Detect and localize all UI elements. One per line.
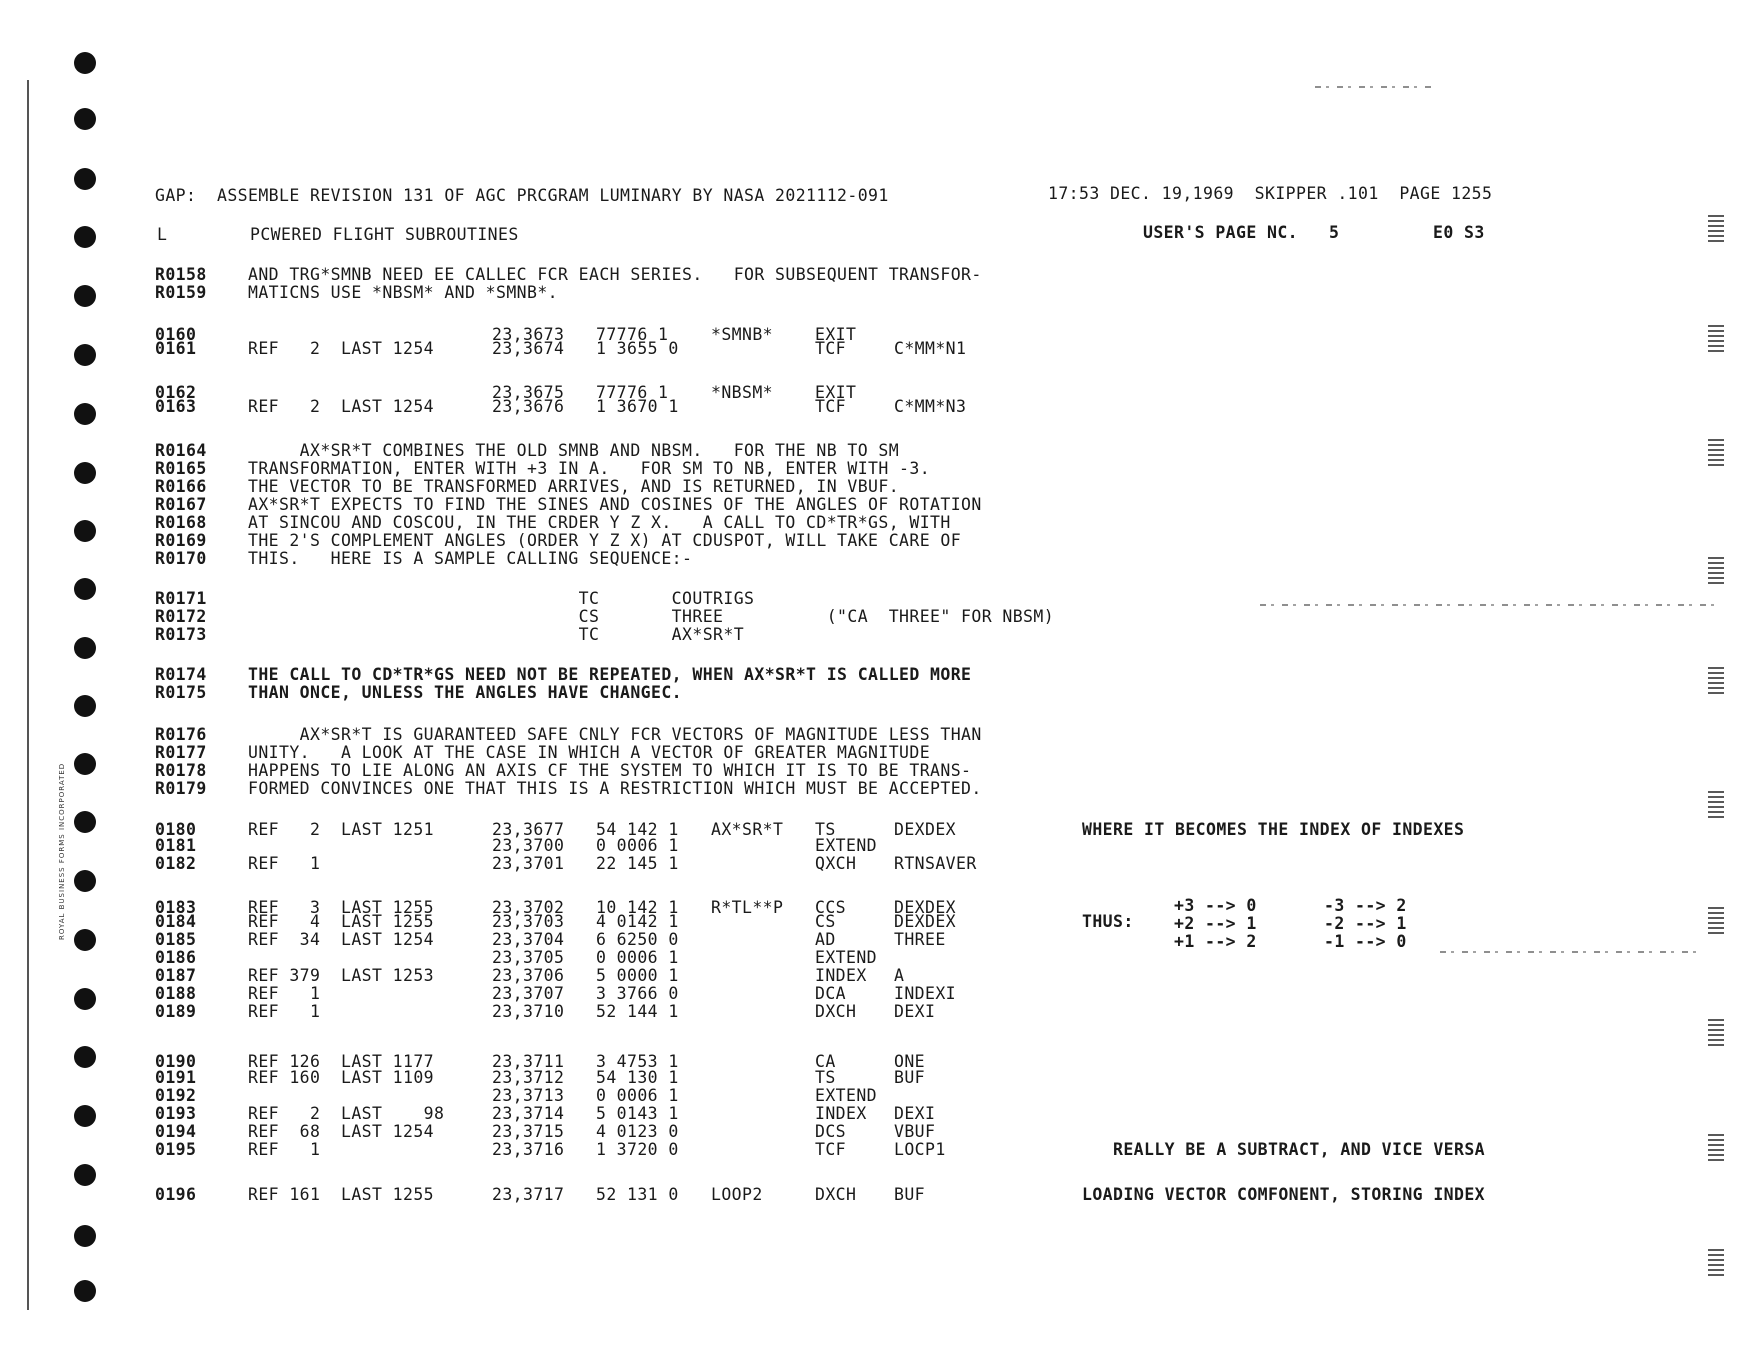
punch-hole bbox=[74, 811, 96, 833]
comment-text: THE CALL TO CD*TR*GS NEED NOT BE REPEATED, WHEN AX*SR*T IS CALLED MORE bbox=[248, 665, 972, 684]
edge-mark bbox=[1690, 548, 1724, 588]
punch-hole bbox=[74, 520, 96, 542]
opcode: DCS bbox=[815, 1122, 847, 1141]
address: 23,3674 bbox=[492, 339, 565, 358]
ref-column: REF 2 LAST 1254 bbox=[248, 339, 435, 358]
edge-mark bbox=[1690, 206, 1724, 246]
comment-text: AX*SR*T EXPECTS TO FIND THE SINES AND COSINES OF THE ANGLES OF ROTATION bbox=[248, 495, 982, 514]
comment-line-number: R0170 bbox=[155, 549, 207, 568]
octal-code: 1 3670 1 bbox=[596, 397, 679, 416]
address: 23,3700 bbox=[492, 836, 565, 855]
punch-hole bbox=[74, 108, 96, 130]
punch-hole bbox=[74, 1280, 96, 1302]
label: R*TL**P bbox=[711, 898, 784, 917]
comment-line-number: R0178 bbox=[155, 761, 207, 780]
comment-text: THAN ONCE, UNLESS THE ANGLES HAVE CHANGEC. bbox=[248, 683, 683, 702]
opcode: CA bbox=[815, 1052, 836, 1071]
octal-code: 22 145 1 bbox=[596, 854, 679, 873]
comment-text: TC AX*SR*T bbox=[248, 625, 745, 644]
operand: A bbox=[894, 966, 905, 985]
ref-column: REF 161 LAST 1255 bbox=[248, 1185, 435, 1204]
side-margin-print bbox=[58, 420, 78, 940]
line-number: 0190 bbox=[155, 1052, 197, 1071]
octal-code: 4 0142 1 bbox=[596, 912, 679, 931]
opcode: EXTEND bbox=[815, 948, 878, 967]
print-smudge bbox=[1440, 951, 1700, 953]
thus-mapping-negative: -3 --> 2 bbox=[1324, 896, 1407, 915]
address: 23,3713 bbox=[492, 1086, 565, 1105]
ref-column: REF 1 bbox=[248, 854, 321, 873]
octal-code: 52 144 1 bbox=[596, 1002, 679, 1021]
punch-hole bbox=[74, 578, 96, 600]
comment-line-number: R0167 bbox=[155, 495, 207, 514]
punch-hole bbox=[74, 753, 96, 775]
comment-line-number: R0176 bbox=[155, 725, 207, 744]
octal-code: 0 0006 1 bbox=[596, 948, 679, 967]
opcode: DCA bbox=[815, 984, 847, 1003]
operand: RTNSAVER bbox=[894, 854, 977, 873]
opcode: QXCH bbox=[815, 854, 857, 873]
thus-mapping-negative: -2 --> 1 bbox=[1324, 914, 1407, 933]
side-margin-text: ROYAL BUSINESS FORMS INCORPORATED bbox=[58, 762, 66, 940]
punch-hole bbox=[74, 1225, 96, 1247]
ref-column: REF 34 LAST 1254 bbox=[248, 930, 435, 949]
comment-text: AND TRG*SMNB NEED EE CALLEC FCR EACH SERIES. FOR SUBSEQUENT TRANSFOR- bbox=[248, 265, 982, 284]
line-comment: LOADING VECTOR COMFONENT, STORING INDEX bbox=[1082, 1185, 1486, 1204]
punch-hole bbox=[74, 1046, 96, 1068]
line-number: 0162 bbox=[155, 383, 197, 402]
opcode: EXTEND bbox=[815, 1086, 878, 1105]
line-number: 0183 bbox=[155, 898, 197, 917]
address: 23,3702 bbox=[492, 898, 565, 917]
octal-code: 5 0143 1 bbox=[596, 1104, 679, 1123]
comment-text: THE VECTOR TO BE TRANSFORMED ARRIVES, AND IS RETURNED, IN VBUF. bbox=[248, 477, 900, 496]
operand: BUF bbox=[894, 1068, 926, 1087]
address: 23,3705 bbox=[492, 948, 565, 967]
thus-mapping-negative: -1 --> 0 bbox=[1324, 932, 1407, 951]
opcode: TS bbox=[815, 820, 836, 839]
edge-mark bbox=[1690, 782, 1724, 822]
operand: C*MM*N3 bbox=[894, 397, 967, 416]
operand: INDEXI bbox=[894, 984, 957, 1003]
operand: DEXDEX bbox=[894, 912, 957, 931]
opcode: INDEX bbox=[815, 1104, 867, 1123]
header-page-code: E0 S3 bbox=[1433, 223, 1485, 242]
comment-line-number: R0168 bbox=[155, 513, 207, 532]
line-number: 0182 bbox=[155, 854, 197, 873]
line-number: 0194 bbox=[155, 1122, 197, 1141]
ref-column: REF 1 bbox=[248, 1002, 321, 1021]
ref-column: REF 2 LAST 98 bbox=[248, 1104, 445, 1123]
opcode: TCF bbox=[815, 397, 847, 416]
address: 23,3707 bbox=[492, 984, 565, 1003]
line-number: 0196 bbox=[155, 1185, 197, 1204]
punch-hole bbox=[74, 462, 96, 484]
punch-hole bbox=[74, 226, 96, 248]
punch-hole bbox=[74, 1105, 96, 1127]
comment-line-number: R0169 bbox=[155, 531, 207, 550]
octal-code: 1 3720 0 bbox=[596, 1140, 679, 1159]
opcode: CCS bbox=[815, 898, 847, 917]
octal-code: 10 142 1 bbox=[596, 898, 679, 917]
comment-text: HAPPENS TO LIE ALONG AN AXIS CF THE SYSTEM TO WHICH IT IS TO BE TRANS- bbox=[248, 761, 972, 780]
comment-text: THIS. HERE IS A SAMPLE CALLING SEQUENCE:- bbox=[248, 549, 693, 568]
octal-code: 0 0006 1 bbox=[596, 836, 679, 855]
print-smudge bbox=[1260, 604, 1720, 606]
label: *NBSM* bbox=[711, 383, 774, 402]
line-comment: THUS: bbox=[1082, 912, 1134, 931]
ref-column: REF 1 bbox=[248, 1140, 321, 1159]
edge-mark bbox=[1690, 1010, 1724, 1050]
octal-code: 77776 1 bbox=[596, 325, 669, 344]
line-number: 0184 bbox=[155, 912, 197, 931]
octal-code: 3 3766 0 bbox=[596, 984, 679, 1003]
octal-code: 54 130 1 bbox=[596, 1068, 679, 1087]
comment-text: FORMED CONVINCES ONE THAT THIS IS A RESTRICTION WHICH MUST BE ACCEPTED. bbox=[248, 779, 982, 798]
label: *SMNB* bbox=[711, 325, 774, 344]
line-number: 0185 bbox=[155, 930, 197, 949]
edge-mark bbox=[1690, 898, 1724, 938]
line-number: 0186 bbox=[155, 948, 197, 967]
operand: LOCP1 bbox=[894, 1140, 946, 1159]
edge-mark bbox=[1690, 1240, 1724, 1280]
comment-line-number: R0171 bbox=[155, 589, 207, 608]
comment-line-number: R0164 bbox=[155, 441, 207, 460]
label: LOOP2 bbox=[711, 1185, 763, 1204]
thus-mapping-positive: +3 --> 0 bbox=[1174, 896, 1257, 915]
comment-text: CS THREE ("CA THREE" FOR NBSM) bbox=[248, 607, 1055, 626]
line-number: 0187 bbox=[155, 966, 197, 985]
label: AX*SR*T bbox=[711, 820, 784, 839]
opcode: EXTEND bbox=[815, 836, 878, 855]
punch-hole bbox=[74, 344, 96, 366]
ref-column: REF 160 LAST 1109 bbox=[248, 1068, 435, 1087]
octal-code: 5 0000 1 bbox=[596, 966, 679, 985]
comment-text: MATICNS USE *NBSM* AND *SMNB*. bbox=[248, 283, 559, 302]
punch-hole bbox=[74, 52, 96, 74]
line-comment: REALLY BE A SUBTRACT, AND VICE VERSA bbox=[1082, 1140, 1486, 1159]
opcode: AD bbox=[815, 930, 836, 949]
punch-hole bbox=[74, 695, 96, 717]
ref-column: REF 379 LAST 1253 bbox=[248, 966, 435, 985]
address: 23,3676 bbox=[492, 397, 565, 416]
ref-column: REF 1 bbox=[248, 984, 321, 1003]
octal-code: 54 142 1 bbox=[596, 820, 679, 839]
comment-line-number: R0172 bbox=[155, 607, 207, 626]
opcode: DXCH bbox=[815, 1002, 857, 1021]
comment-text: TRANSFORMATION, ENTER WITH +3 IN A. FOR SM TO NB, ENTER WITH -3. bbox=[248, 459, 931, 478]
address: 23,3717 bbox=[492, 1185, 565, 1204]
operand: DEXI bbox=[894, 1104, 936, 1123]
edge-mark bbox=[1690, 430, 1724, 470]
line-number: 0192 bbox=[155, 1086, 197, 1105]
comment-line-number: R0175 bbox=[155, 683, 207, 702]
opcode: TCF bbox=[815, 339, 847, 358]
line-number: 0195 bbox=[155, 1140, 197, 1159]
punch-hole bbox=[74, 403, 96, 425]
opcode: EXIT bbox=[815, 383, 857, 402]
ref-column: REF 2 LAST 1254 bbox=[248, 397, 435, 416]
ref-column: REF 2 LAST 1251 bbox=[248, 820, 435, 839]
comment-text: THE 2'S COMPLEMENT ANGLES (ORDER Y Z X) AT CDUSPOT, WILL TAKE CARE OF bbox=[248, 531, 962, 550]
opcode: CS bbox=[815, 912, 836, 931]
line-number: 0181 bbox=[155, 836, 197, 855]
address: 23,3714 bbox=[492, 1104, 565, 1123]
ref-column: REF 3 LAST 1255 bbox=[248, 898, 435, 917]
line-number: 0193 bbox=[155, 1104, 197, 1123]
header-log-letter: L bbox=[157, 225, 168, 244]
operand: DEXDEX bbox=[894, 898, 957, 917]
edge-mark bbox=[1690, 316, 1724, 356]
ref-column: REF 4 LAST 1255 bbox=[248, 912, 435, 931]
opcode: TS bbox=[815, 1068, 836, 1087]
line-number: 0188 bbox=[155, 984, 197, 1003]
punch-hole bbox=[74, 637, 96, 659]
comment-text: UNITY. A LOOK AT THE CASE IN WHICH A VECTOR OF GREATER MAGNITUDE bbox=[248, 743, 931, 762]
line-number: 0189 bbox=[155, 1002, 197, 1021]
header-timestamp-page: 17:53 DEC. 19,1969 SKIPPER .101 PAGE 1255 bbox=[1048, 184, 1493, 203]
opcode: INDEX bbox=[815, 966, 867, 985]
address: 23,3701 bbox=[492, 854, 565, 873]
ref-column: REF 126 LAST 1177 bbox=[248, 1052, 435, 1071]
comment-line-number: R0165 bbox=[155, 459, 207, 478]
address: 23,3716 bbox=[492, 1140, 565, 1159]
punch-hole bbox=[74, 285, 96, 307]
line-number: 0163 bbox=[155, 397, 197, 416]
thus-mapping-positive: +1 --> 2 bbox=[1174, 932, 1257, 951]
address: 23,3712 bbox=[492, 1068, 565, 1087]
comment-line-number: R0174 bbox=[155, 665, 207, 684]
octal-code: 3 4753 1 bbox=[596, 1052, 679, 1071]
comment-text: AT SINCOU AND COSCOU, IN THE CRDER Y Z X. A CALL TO CD*TR*GS, WITH bbox=[248, 513, 951, 532]
line-number: 0180 bbox=[155, 820, 197, 839]
address: 23,3673 bbox=[492, 325, 565, 344]
punch-hole bbox=[74, 168, 96, 190]
punch-hole bbox=[74, 929, 96, 951]
address: 23,3677 bbox=[492, 820, 565, 839]
comment-line-number: R0177 bbox=[155, 743, 207, 762]
address: 23,3710 bbox=[492, 1002, 565, 1021]
operand: C*MM*N1 bbox=[894, 339, 967, 358]
octal-code: 52 131 0 bbox=[596, 1185, 679, 1204]
punch-hole bbox=[74, 1164, 96, 1186]
comment-text: AX*SR*T COMBINES THE OLD SMNB AND NBSM. FOR THE NB TO SM bbox=[248, 441, 900, 460]
ref-column: REF 68 LAST 1254 bbox=[248, 1122, 435, 1141]
opcode: EXIT bbox=[815, 325, 857, 344]
octal-code: 6 6250 0 bbox=[596, 930, 679, 949]
header-assembly-line: GAP: ASSEMBLE REVISION 131 OF AGC PRCGRAM LUMINARY BY NASA 2021112-091 bbox=[155, 186, 889, 205]
octal-code: 1 3655 0 bbox=[596, 339, 679, 358]
header-section-title: PCWERED FLIGHT SUBROUTINES bbox=[250, 225, 519, 244]
edge-mark bbox=[1690, 1125, 1724, 1165]
address: 23,3704 bbox=[492, 930, 565, 949]
comment-text: AX*SR*T IS GUARANTEED SAFE CNLY FCR VECTORS OF MAGNITUDE LESS THAN bbox=[248, 725, 982, 744]
operand: ONE bbox=[894, 1052, 926, 1071]
operand: VBUF bbox=[894, 1122, 936, 1141]
operand: DEXI bbox=[894, 1002, 936, 1021]
comment-text: TC COUTRIGS bbox=[248, 589, 755, 608]
operand: BUF bbox=[894, 1185, 926, 1204]
address: 23,3706 bbox=[492, 966, 565, 985]
address: 23,3711 bbox=[492, 1052, 565, 1071]
line-comment: WHERE IT BECOMES THE INDEX OF INDEXES bbox=[1082, 820, 1465, 839]
address: 23,3703 bbox=[492, 912, 565, 931]
comment-line-number: R0159 bbox=[155, 283, 207, 302]
punch-hole bbox=[74, 988, 96, 1010]
comment-line-number: R0166 bbox=[155, 477, 207, 496]
comment-line-number: R0158 bbox=[155, 265, 207, 284]
operand: DEXDEX bbox=[894, 820, 957, 839]
header-user-page: USER'S PAGE NC. 5 bbox=[1143, 223, 1340, 242]
line-number: 0161 bbox=[155, 339, 197, 358]
thus-mapping-positive: +2 --> 1 bbox=[1174, 914, 1257, 933]
operand: THREE bbox=[894, 930, 946, 949]
opcode: TCF bbox=[815, 1140, 847, 1159]
line-number: 0160 bbox=[155, 325, 197, 344]
octal-code: 77776 1 bbox=[596, 383, 669, 402]
octal-code: 4 0123 0 bbox=[596, 1122, 679, 1141]
line-number: 0191 bbox=[155, 1068, 197, 1087]
edge-mark bbox=[1690, 658, 1724, 698]
comment-line-number: R0173 bbox=[155, 625, 207, 644]
comment-line-number: R0179 bbox=[155, 779, 207, 798]
margin-rule bbox=[27, 80, 29, 1310]
punch-hole bbox=[74, 870, 96, 892]
address: 23,3715 bbox=[492, 1122, 565, 1141]
opcode: DXCH bbox=[815, 1185, 857, 1204]
print-smudge bbox=[1315, 86, 1435, 88]
address: 23,3675 bbox=[492, 383, 565, 402]
octal-code: 0 0006 1 bbox=[596, 1086, 679, 1105]
